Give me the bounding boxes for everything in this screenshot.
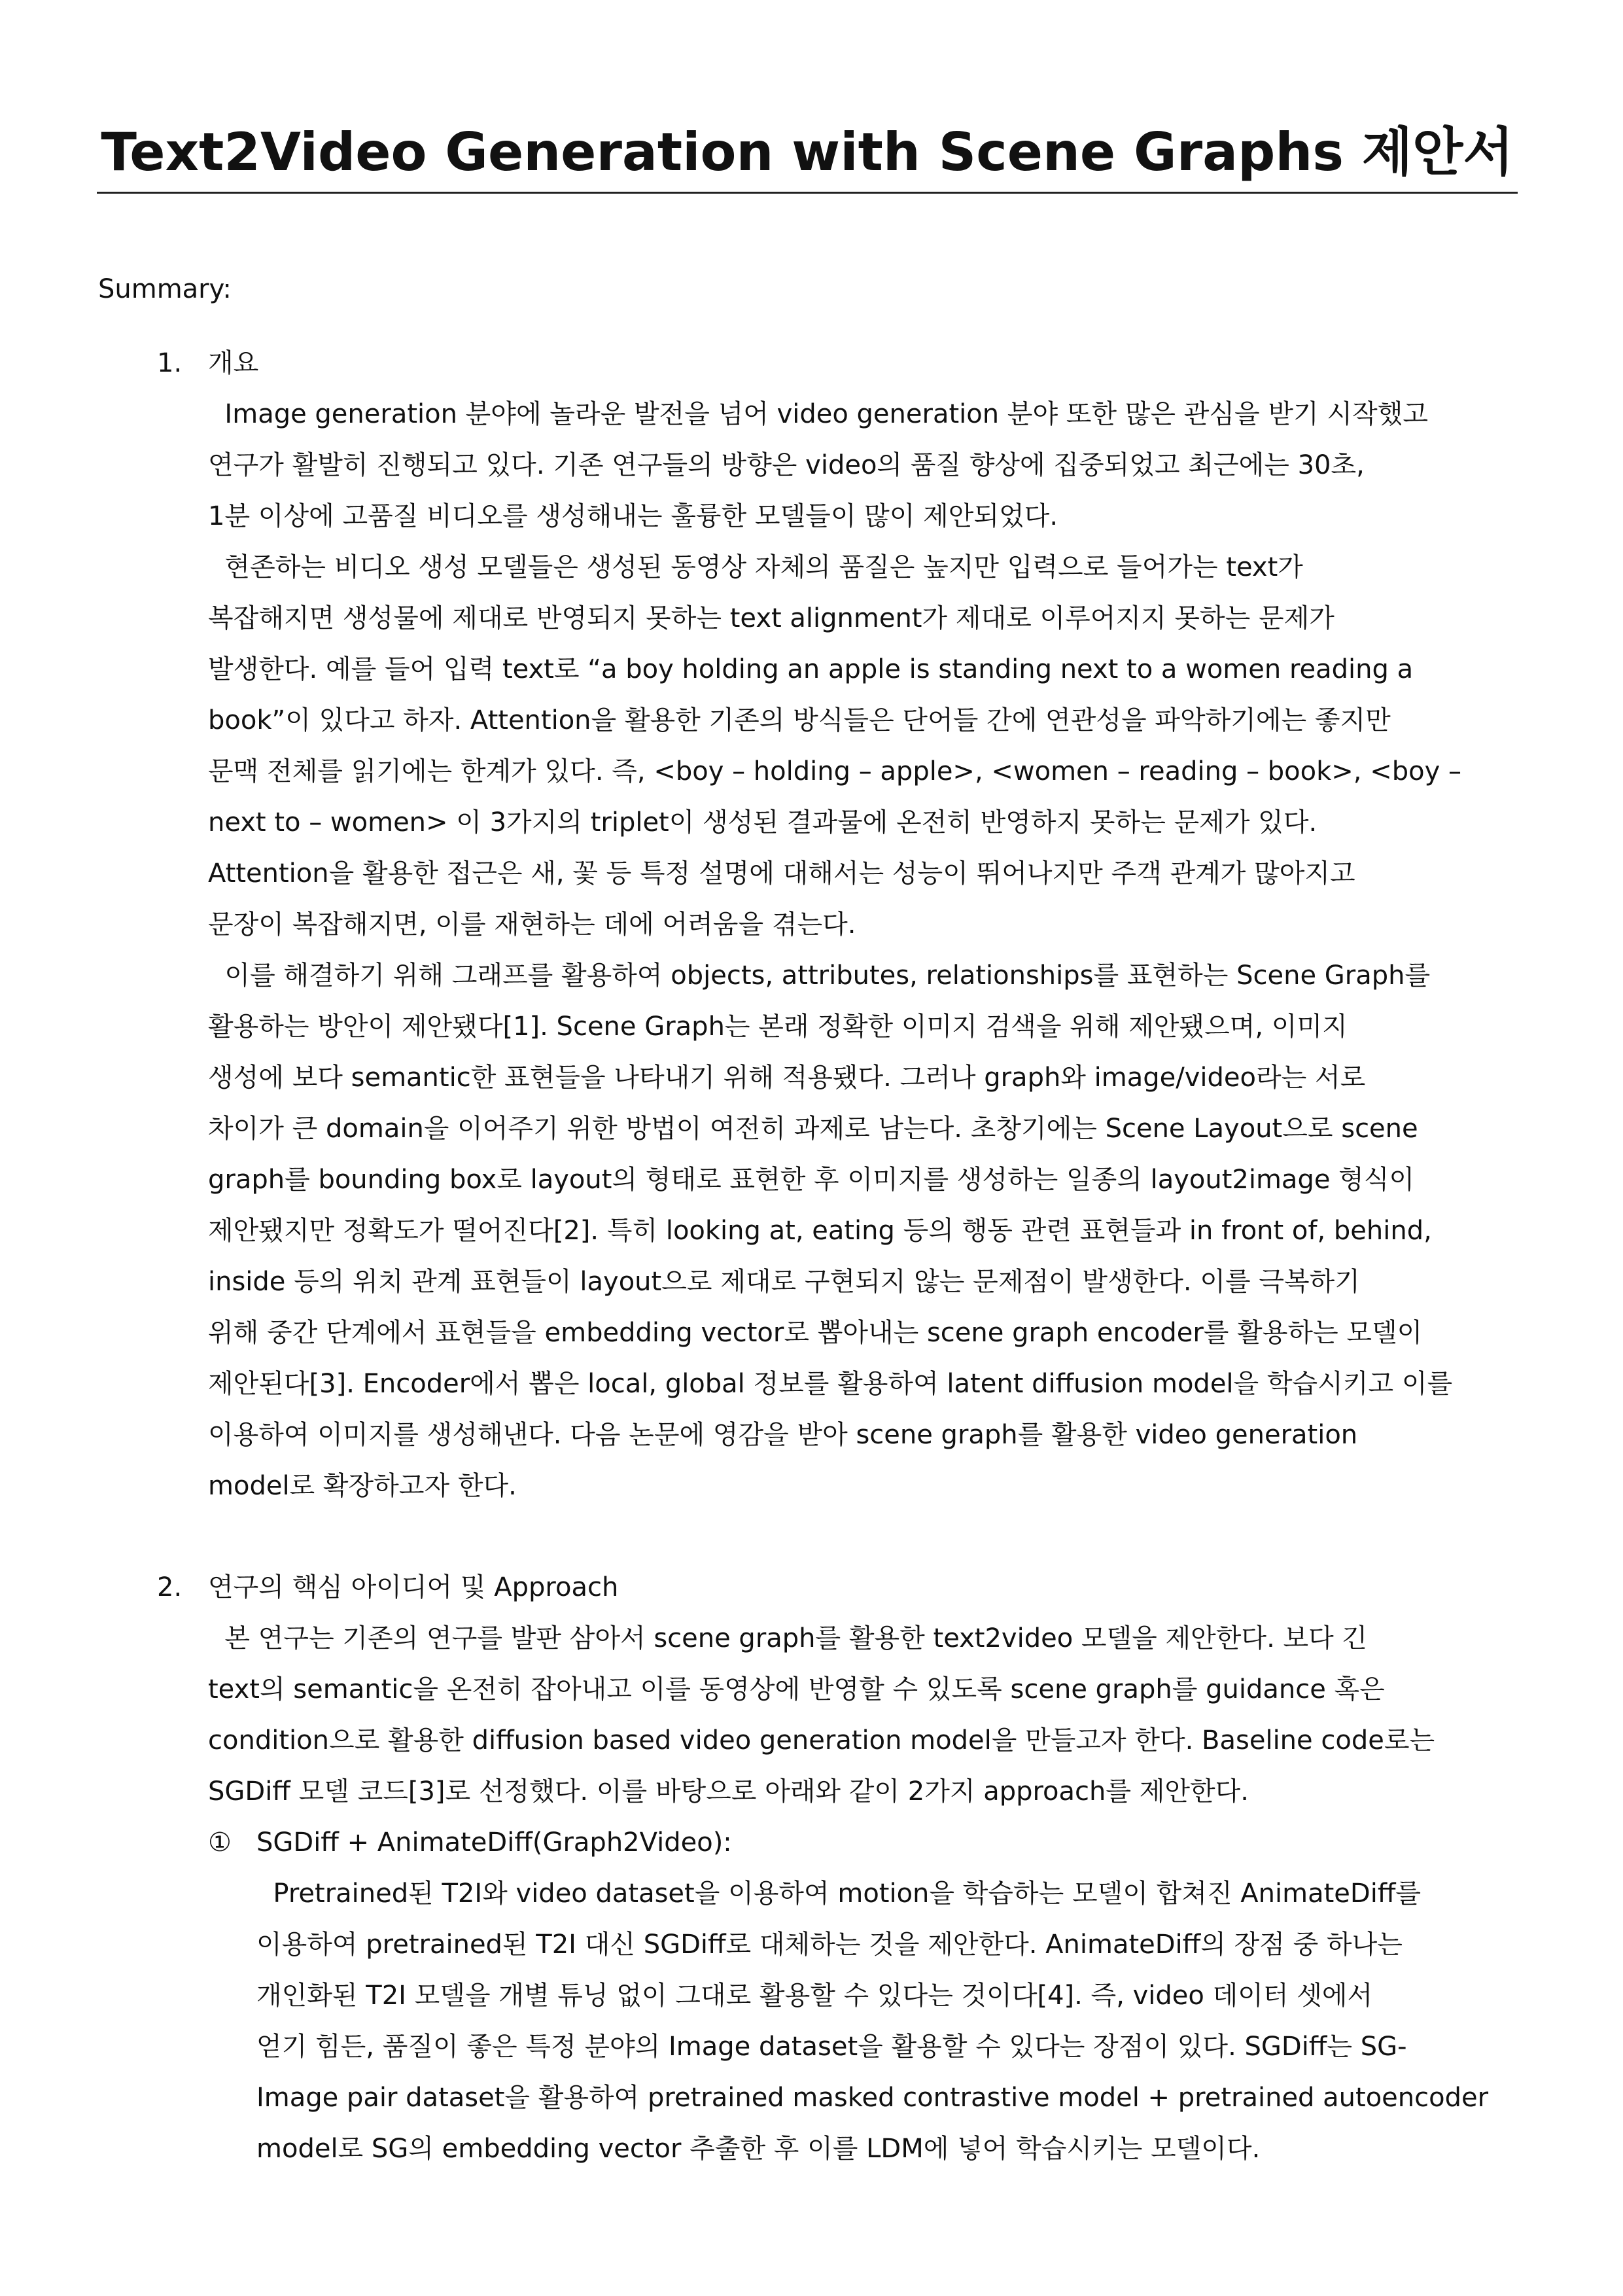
paragraph-line: Image pair dataset을 활용하여 pretrained masked contrastive model + pretrained autoencoder (256, 2083, 1489, 2113)
paragraph-line: 문맥 전체를 읽기에는 한계가 있다. 즉, <boy – holding – apple>, <women – reading – book>, <boy – (208, 756, 1462, 786)
paragraph-line: 이용하여 pretrained된 T2I 대신 SGDiff로 대체하는 것을 제안한다. AnimateDiff의 장점 중 하나는 (256, 1930, 1403, 1960)
section-title: 연구의 핵심 아이디어 및 Approach (208, 1572, 619, 1602)
paragraph-line: next to – women> 이 3가지의 triplet이 생성된 결과물에 온전히 반영하지 못하는 문제가 있다. (208, 807, 1318, 838)
paragraph-line: 제안됐지만 정확도가 떨어진다[2]. 특히 looking at, eating 등의 행동 관련 표현들과 in front of, behind, (208, 1216, 1432, 1246)
paragraph-line: model로 확장하고자 한다. (208, 1471, 517, 1501)
paragraph-line: 연구가 활발히 진행되고 있다. 기존 연구들의 방향은 video의 품질 향상에 집중되었고 최근에는 30초, (208, 450, 1365, 480)
paragraph-line: text의 semantic을 온전히 잡아내고 이를 동영상에 반영할 수 있도록 scene graph를 guidance 혹은 (208, 1674, 1385, 1704)
paragraph-line: 개인화된 T2I 모델을 개별 튜닝 없이 그대로 활용할 수 있다는 것이다[4]. 즉, video 데이터 셋에서 (256, 1981, 1373, 2011)
paragraph-line: graph를 bounding box로 layout의 형태로 표현한 후 이미지를 생성하는 일종의 layout2image 형식이 (208, 1165, 1415, 1195)
paragraph-line: 이용하여 이미지를 생성해낸다. 다음 논문에 영감을 받아 scene graph를 활용한 video generation (208, 1420, 1358, 1450)
paragraph-line: 현존하는 비디오 생성 모델들은 생성된 동영상 자체의 품질은 높지만 입력으로 들어가는 text가 (208, 552, 1303, 582)
section-approach (98, 1562, 1537, 2174)
summary-label: Summary: (98, 274, 232, 304)
paragraph-line: 본 연구는 기존의 연구를 발판 삼아서 scene graph를 활용한 text2video 모델을 제안한다. 보다 긴 (208, 1623, 1368, 1653)
subsection-title: SGDiff + AnimateDiff(Graph2Video): (256, 1828, 732, 1858)
paragraph-line: 1분 이상에 고품질 비디오를 생성해내는 훌륭한 모델들이 많이 제안되었다. (208, 501, 1058, 531)
paragraph-line: 제안된다[3]. Encoder에서 뽑은 local, global 정보를 활용하여 latent diffusion model을 학습시키고 이를 (208, 1369, 1453, 1399)
subsection-marker: ① (208, 1828, 232, 1858)
section-heading (98, 1562, 1537, 1613)
paragraph-line: SGDiff 모델 코드[3]로 선정했다. 이를 바탕으로 아래와 같이 2가지 approach를 제안한다. (208, 1776, 1249, 1807)
paragraph-line: Pretrained된 T2I와 video dataset을 이용하여 motion을 학습하는 모델이 합쳐진 AnimateDiff를 (256, 1879, 1422, 1909)
subsection-heading (98, 1817, 1537, 1868)
paragraph-line: 얻기 힘든, 품질이 좋은 특정 분야의 Image dataset을 활용할 수 있다는 장점이 있다. SGDiff는 SG- (256, 2032, 1407, 2062)
paragraph-line: 활용하는 방안이 제안됐다[1]. Scene Graph는 본래 정확한 이미지 검색을 위해 제안됐으며, 이미지 (208, 1012, 1348, 1042)
section-overview (98, 338, 1537, 1511)
section-number: 1. (157, 348, 183, 378)
paragraph-line: 발생한다. 예를 들어 입력 text로 “a boy holding an apple is standing next to a women reading a (208, 654, 1414, 684)
paragraph-line: condition으로 활용한 diffusion based video generation model을 만들고자 한다. Baseline code로는 (208, 1725, 1435, 1756)
paragraph-line: 생성에 보다 semantic한 표현들을 나타내기 위해 적용됐다. 그러나 graph와 image/video라는 서로 (208, 1063, 1366, 1093)
paragraph-line: 위해 중간 단계에서 표현들을 embedding vector로 뽑아내는 scene graph encoder를 활용하는 모델이 (208, 1318, 1423, 1348)
document-title: Text2Video Generation with Scene Graphs 제안서 (101, 122, 1514, 183)
paragraph-line: 이를 해결하기 위해 그래프를 활용하여 objects, attributes, relationships를 표현하는 Scene Graph를 (208, 961, 1431, 991)
section-heading (98, 338, 1537, 389)
paragraph-line: Attention을 활용한 접근은 새, 꽃 등 특정 설명에 대해서는 성능이 뛰어나지만 주객 관계가 많아지고 (208, 858, 1355, 889)
title-divider (97, 192, 1518, 194)
paragraph-line: inside 등의 위치 관계 표현들이 layout으로 제대로 구현되지 않는 문제점이 발생한다. 이를 극복하기 (208, 1267, 1360, 1297)
paragraph-line: 복잡해지면 생성물에 제대로 반영되지 못하는 text alignment가 제대로 이루어지지 못하는 문제가 (208, 603, 1335, 633)
paragraph-line: model로 SG의 embedding vector 추출한 후 이를 LDM에 넣어 학습시키는 모델이다. (256, 2134, 1261, 2164)
paragraph-line: 차이가 큰 domain을 이어주기 위한 방법이 여전히 과제로 남는다. 초창기에는 Scene Layout으로 scene (208, 1114, 1418, 1144)
paragraph-line: 문장이 복잡해지면, 이를 재현하는 데에 어려움을 겪는다. (208, 910, 856, 940)
paragraph-line: book”이 있다고 하자. Attention을 활용한 기존의 방식들은 단어들 간에 연관성을 파악하기에는 좋지만 (208, 705, 1391, 735)
section-number: 2. (157, 1572, 183, 1602)
paragraph-line: Image generation 분야에 놀라운 발전을 넘어 video generation 분야 또한 많은 관심을 받기 시작했고 (208, 399, 1428, 429)
section-title: 개요 (208, 348, 259, 378)
